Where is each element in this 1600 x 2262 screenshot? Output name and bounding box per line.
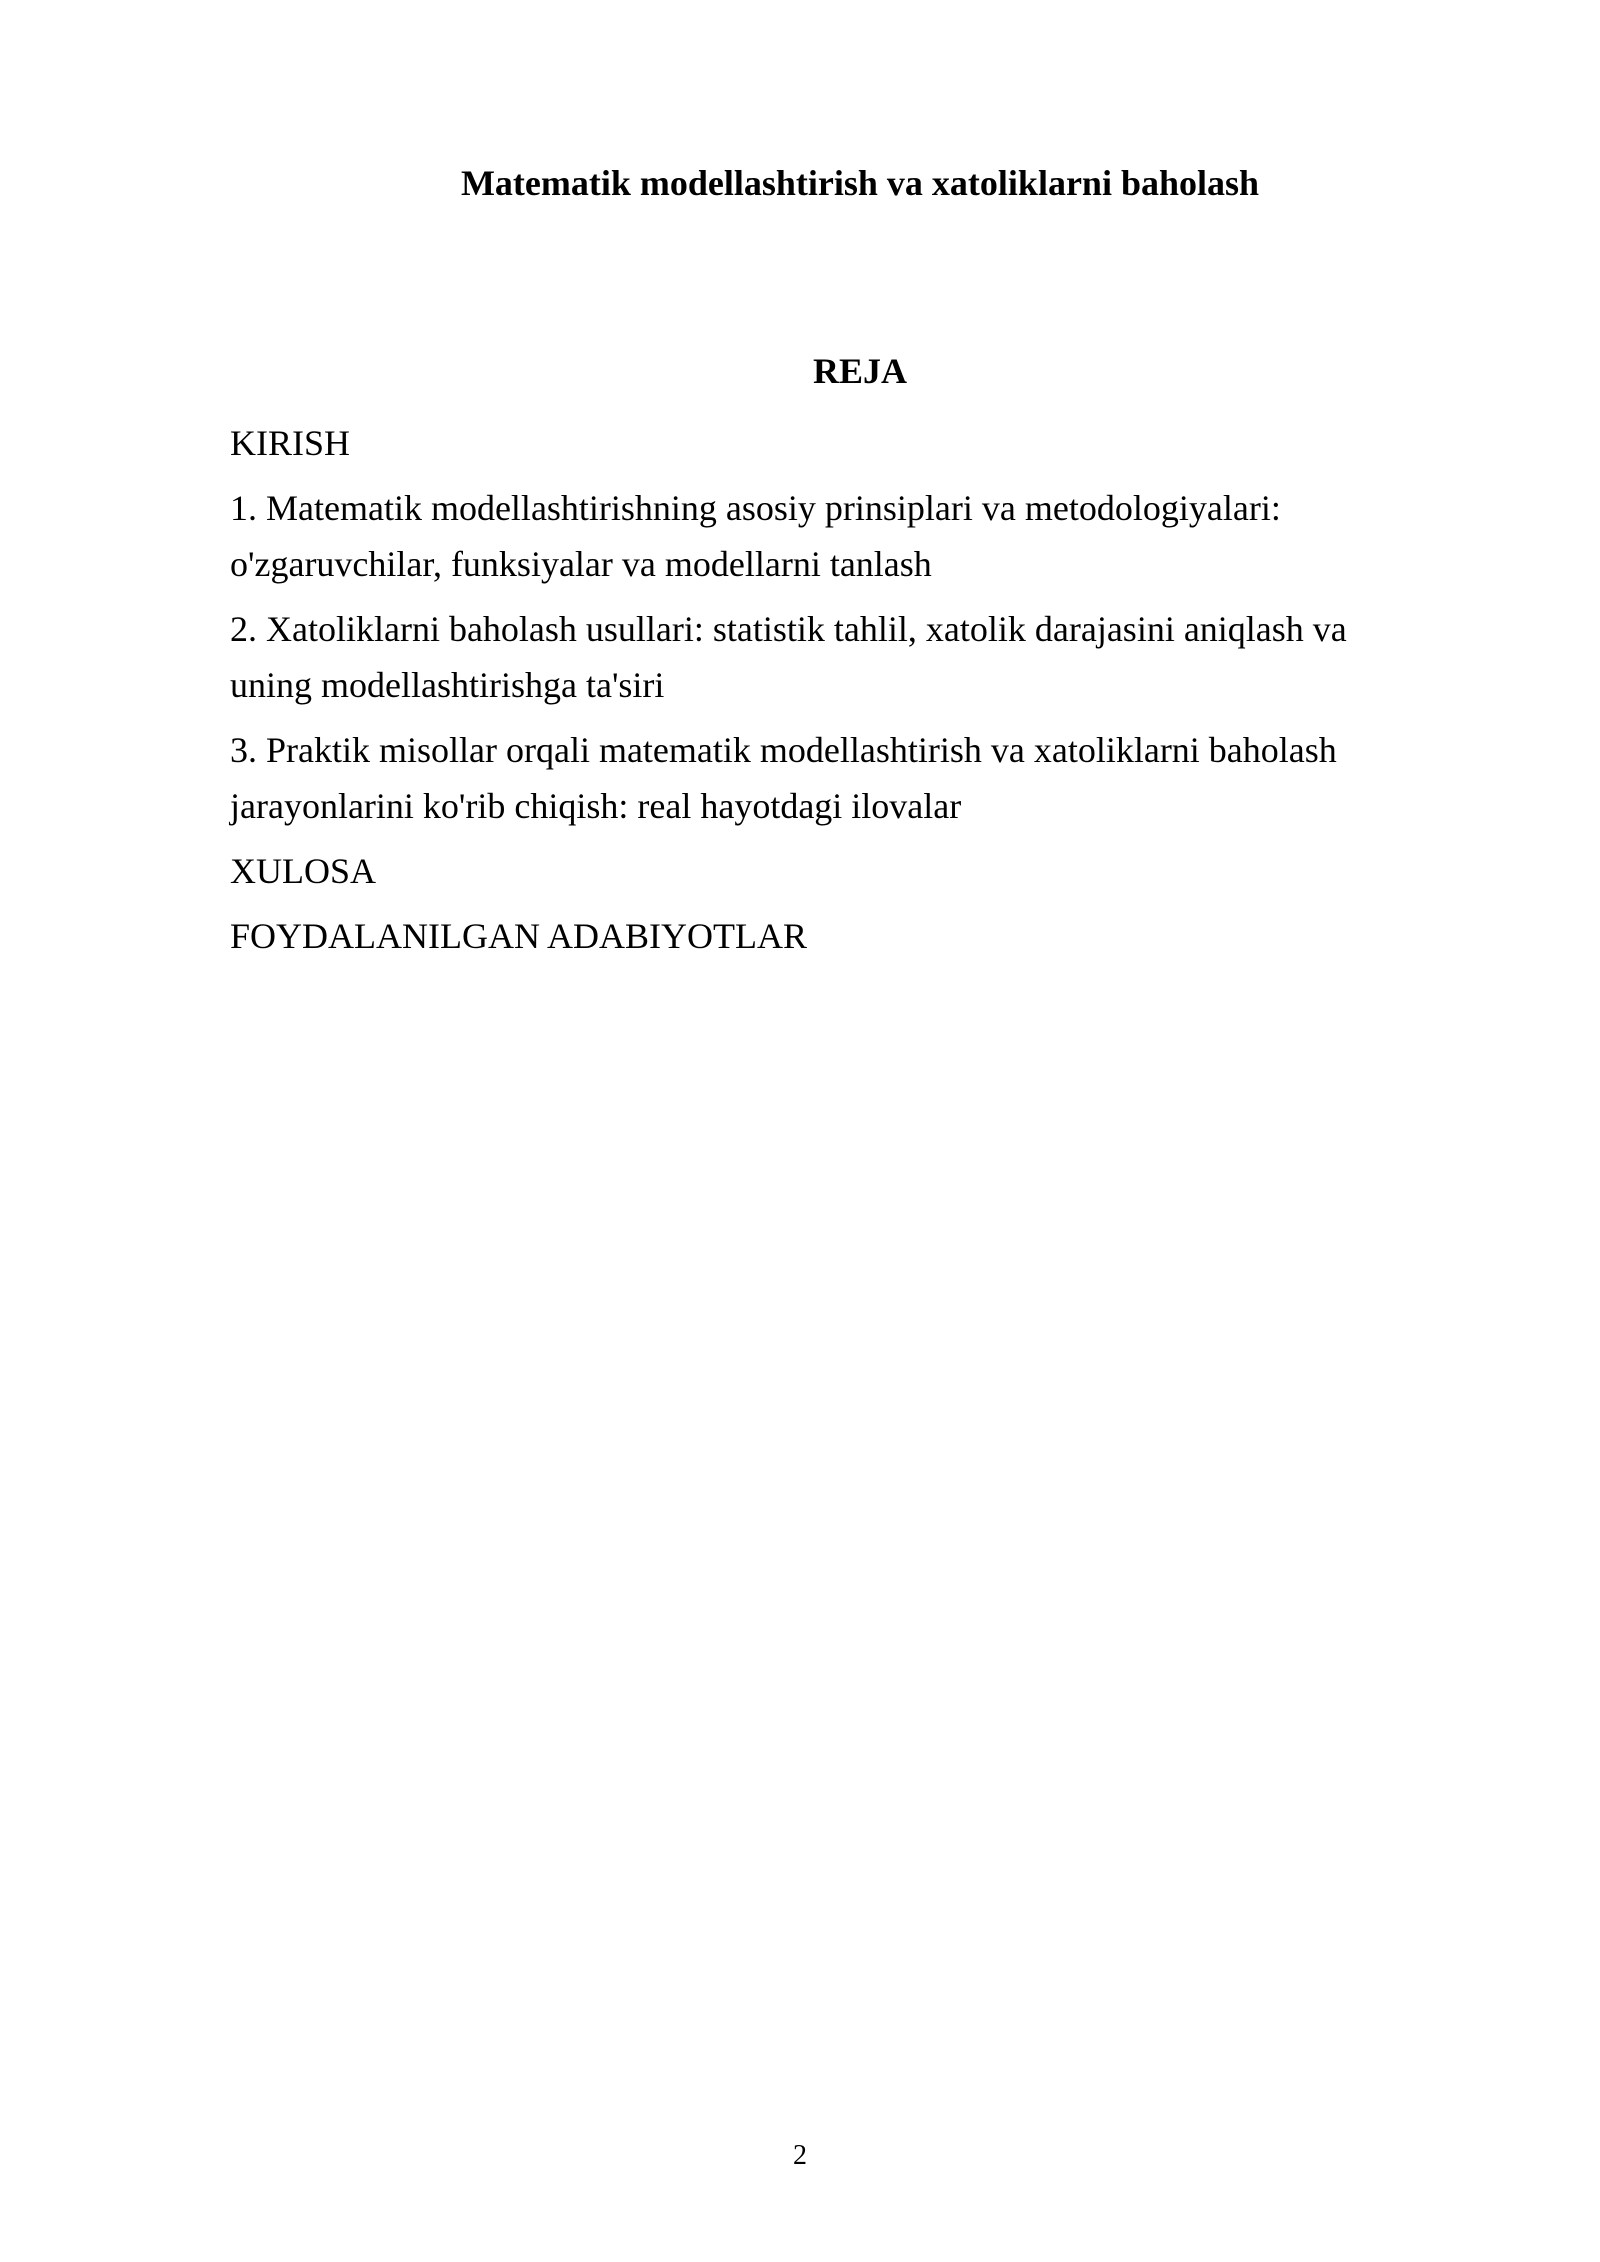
plan-item-2: 2. Xatoliklarni baholash usullari: statistik tahlil, xatolik darajasini aniqlash va uning modellashtirishga ta'siri	[230, 609, 1347, 705]
plan-item-references: FOYDALANILGAN ADABIYOTLAR	[230, 916, 807, 956]
plan-item-3: 3. Praktik misollar orqali matematik modellashtirish va xatoliklarni baholash jarayonlarini ko'rib chiqish: real hayotdagi ilovalar	[230, 730, 1337, 826]
page-number: 2	[793, 2140, 807, 2171]
plan-item-conclusion: XULOSA	[230, 851, 377, 891]
plan-item-1: 1. Matematik modellashtirishning asosiy prinsiplari va metodologiyalari: o'zgaruvchilar, funksiyalar va modellarni tanlash	[230, 488, 1281, 584]
plan-item-introduction: KIRISH	[230, 423, 351, 463]
plan-heading: REJA	[812, 351, 907, 391]
document-title: Matematik modellashtirish va xatoliklarni baholash	[460, 163, 1260, 203]
plan-list	[230, 415, 1430, 973]
